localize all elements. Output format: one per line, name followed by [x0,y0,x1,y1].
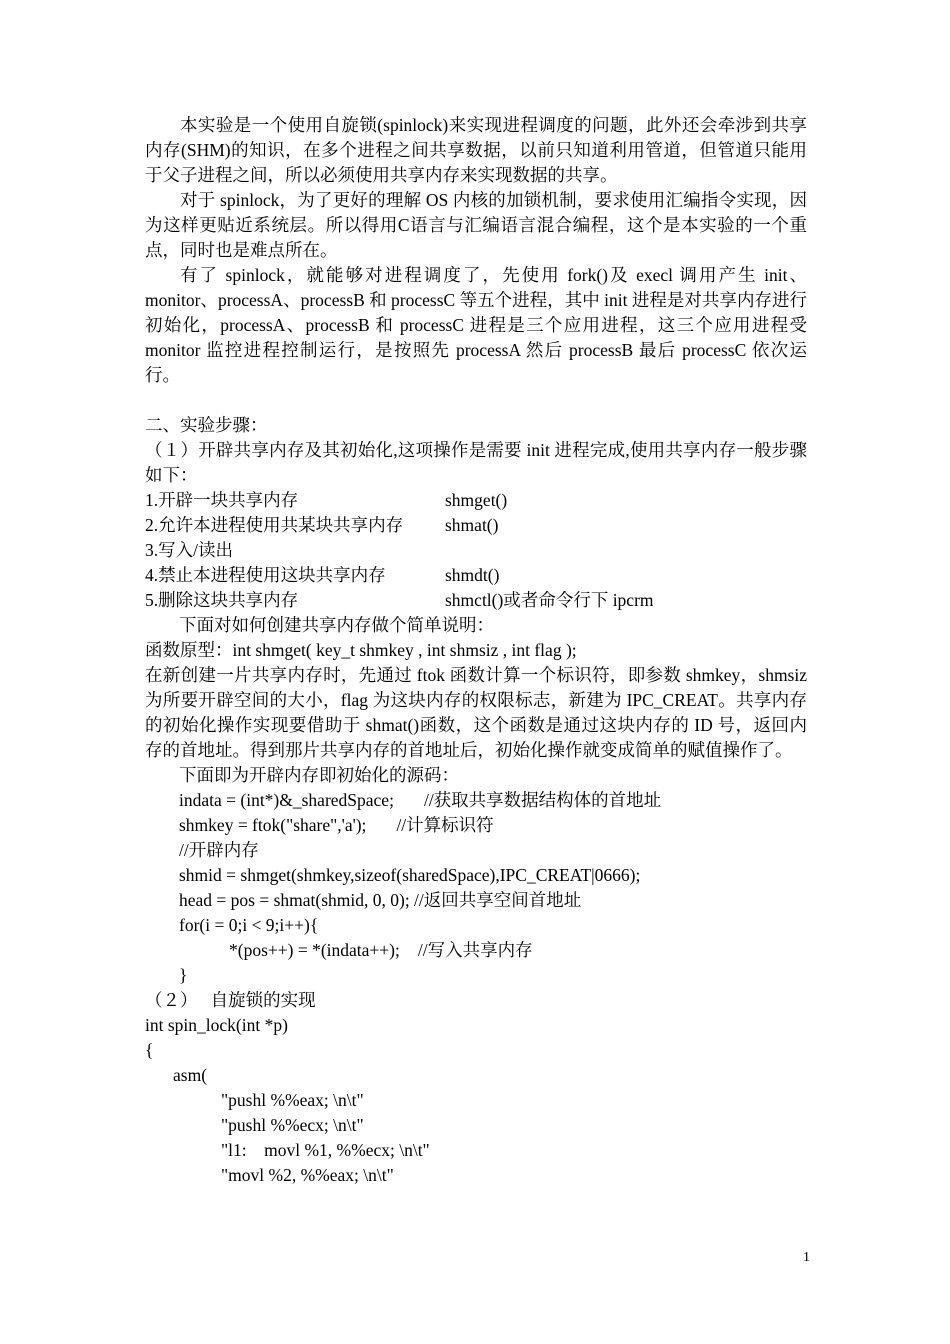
document-body [145,113,807,1188]
step-label: 4.禁止本进程使用这块共享内存 [145,565,386,585]
section-heading: 二、实验步骤： [145,415,268,435]
step-row [145,538,807,563]
step-function: shmctl()或者命令行下 ipcrm [445,590,654,610]
code-line: { [145,1040,154,1060]
code-line: head = pos = shmat(shmid, 0, 0); //返回共享空间首地址 [179,890,582,910]
code-intro: 下面即为开辟内存即初始化的源码： [179,765,459,785]
step2-heading: （２） 自旋锁的实现 [145,990,316,1010]
intro-paragraph-1: 本实验是一个使用自旋锁(spinlock)来实现进程调度的问题，此外还会牵涉到共享内存(SHM)的知识，在多个进程之间共享数据，以前只知道利用管道，但管道只能用于父子进程之间，所以必须使用共享内存来实现数据的共享。 [145,115,807,185]
step1-intro: （１）开辟共享内存及其初始化,这项操作是需要 init 进程完成,使用共享内存一般步骤如下： [145,440,807,485]
code-line: "pushl %%ecx; \n\t" [221,1115,364,1135]
code-line [145,938,807,963]
code-line: asm( [173,1065,208,1085]
step-function: shmat() [445,515,499,535]
step-function: shmget() [445,490,508,510]
step-label: 2.允许本进程使用共某块共享内存 [145,515,404,535]
intro-paragraph-2: 对于 spinlock，为了更好的理解 OS 内核的加锁机制，要求使用汇编指令实现，因为这样更贴近系统层。所以得用C语言与汇编语言混合编程，这个是本实验的一个重点，同时也是难点所在。 [145,190,807,260]
intro-paragraph-3: 有了 spinlock，就能够对进程调度了，先使用 fork()及 execl 调用产生 init、monitor、processA、processB 和 processC 等五个进程，其中 init 进程是对共享内存进行初始化，processA、processB 和 processC 进程是三个应用进程，这三个应用进程受 monitor 监控进程控制运行，是按照先 processA 然后 processB 最后 processC 依次运行。 [145,265,807,385]
code-text: *(pos++) = *(indata++); [229,940,400,960]
code-line: "pushl %%eax; \n\t" [221,1090,364,1110]
code-comment: //计算标识符 [396,815,494,835]
code-line: shmid = shmget(shmkey,sizeof(sharedSpace),IPC_CREAT|0666); [179,865,641,885]
code-comment: //写入共享内存 [417,940,533,960]
step-row [145,563,807,588]
code-line: int spin_lock(int *p) [145,1015,288,1035]
explain-body: 在新创建一片共享内存时，先通过 ftok 函数计算一个标识符，即参数 shmkey，shmsiz 为所要开辟空间的大小，flag 为这块内存的权限标志，新建为 IPC_CREAT。共享内存的初始化操作实现要借助于 shmat()函数，这个函数是通过这块内存的 ID 号，返回内存的首地址。得到那片共享内存的首地址后，初始化操作就变成简单的赋值操作了。 [145,665,807,760]
step-row [145,513,807,538]
code-line [145,813,807,838]
page-number: 1 [803,1250,810,1265]
step-label: 1.开辟一块共享内存 [145,490,299,510]
code-line [145,788,807,813]
blank-line [145,388,807,413]
code-line: for(i = 0;i < 9;i++){ [179,915,319,935]
function-prototype: 函数原型：int shmget( key_t shmkey , int shmsiz , int flag ); [145,640,577,660]
step-label: 3.写入/读出 [145,540,233,560]
code-line: } [179,965,188,985]
step-row [145,488,807,513]
code-comment: //获取共享数据结构体的首地址 [423,790,662,810]
code-text: indata = (int*)&_sharedSpace; [179,790,394,810]
code-line: "movl %2, %%eax; \n\t" [221,1165,394,1185]
step-label: 5.删除这块共享内存 [145,590,299,610]
code-line: "l1: movl %1, %%ecx; \n\t" [221,1140,430,1160]
code-text: shmkey = ftok("share",'a'); [179,815,367,835]
explain-intro: 下面对如何创建共享内存做个简单说明： [179,615,494,635]
step-row [145,588,807,613]
step-function: shmdt() [445,565,500,585]
code-line: //开辟内存 [179,840,259,860]
